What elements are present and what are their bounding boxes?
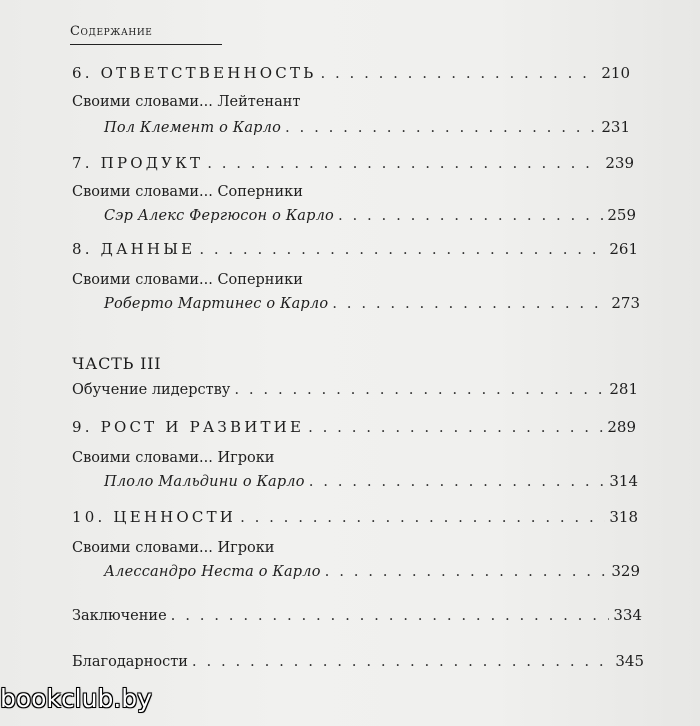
toc-page-number: 329 (611, 562, 640, 580)
watermark: bookclub.by (0, 684, 152, 713)
dot-leader (240, 508, 605, 526)
toc-page-number: 289 (607, 418, 636, 436)
toc-entry (72, 652, 644, 670)
dot-leader (325, 562, 608, 580)
toc-entry (104, 472, 638, 490)
toc-entry (72, 380, 638, 398)
toc-label: 6. ОТВЕТСТВЕННОСТЬ (72, 64, 317, 82)
toc-label: 10. ЦЕННОСТИ (72, 508, 237, 526)
toc-chapter-6 (72, 64, 630, 82)
toc-chapter-7 (72, 154, 634, 172)
toc-entry (104, 118, 630, 136)
toc-label: Алессандро Неста о Карло (104, 564, 321, 580)
toc-chapter-8 (72, 240, 638, 258)
toc-label: Своими словами... Игроки (72, 450, 275, 466)
toc-page-number: 334 (613, 606, 642, 624)
toc-label: Роберто Мартинес о Карло (104, 296, 329, 312)
toc-entry (104, 206, 636, 224)
toc-subheading (72, 184, 303, 200)
running-head: Содержание (70, 24, 153, 39)
toc-subheading (72, 540, 274, 556)
toc-label: Пол Клемент о Карло (104, 120, 282, 136)
dot-leader (234, 380, 605, 398)
toc-label: Сэр Алекс Фергюсон о Карло (104, 208, 334, 224)
toc-page-number: 273 (611, 294, 640, 312)
toc-chapter-9 (72, 418, 636, 436)
dot-leader (199, 240, 605, 258)
toc-page-number: 210 (601, 64, 630, 82)
toc-chapter-10 (72, 508, 638, 526)
toc-label: Заключение (72, 608, 167, 624)
toc-label: 7. ПРОДУКТ (72, 154, 204, 172)
toc-label: Обучение лидерству (72, 382, 231, 398)
dot-leader (309, 472, 606, 490)
dot-leader (308, 418, 603, 436)
toc-page-number: 259 (607, 206, 636, 224)
dot-leader (207, 154, 601, 172)
toc-subheading (72, 94, 300, 110)
toc-label: Плоло Мальдини о Карло (104, 474, 305, 490)
dot-leader (171, 606, 610, 624)
toc-label: Своими словами... Соперники (72, 184, 303, 200)
toc-subheading (72, 450, 274, 466)
toc-label: Своими словами... Лейтенант (72, 94, 301, 110)
dot-leader (192, 652, 611, 670)
toc-page-number: 231 (601, 118, 630, 136)
toc-label: Своими словами... Соперники (72, 272, 303, 288)
toc-entry (104, 294, 640, 312)
toc-entry (104, 562, 640, 580)
toc-subheading (72, 272, 303, 288)
toc-page-number: 314 (609, 472, 638, 490)
header-rule (70, 44, 222, 45)
toc-entry (72, 606, 642, 624)
dot-leader (320, 64, 597, 82)
toc-label: Своими словами... Игроки (72, 540, 275, 556)
toc-page-number: 239 (605, 154, 634, 172)
dot-leader (285, 118, 597, 136)
part-title: ЧАСТЬ III (72, 354, 162, 373)
toc-label: Благодарности (72, 654, 188, 670)
toc-page-number: 318 (609, 508, 638, 526)
toc-page-number: 345 (615, 652, 644, 670)
dot-leader (338, 206, 603, 224)
toc-label: 8. ДАННЫЕ (72, 240, 196, 258)
toc-page-number: 261 (609, 240, 638, 258)
toc-label: 9. РОСТ И РАЗВИТИЕ (72, 418, 305, 436)
dot-leader (332, 294, 607, 312)
toc-page-number: 281 (609, 380, 638, 398)
